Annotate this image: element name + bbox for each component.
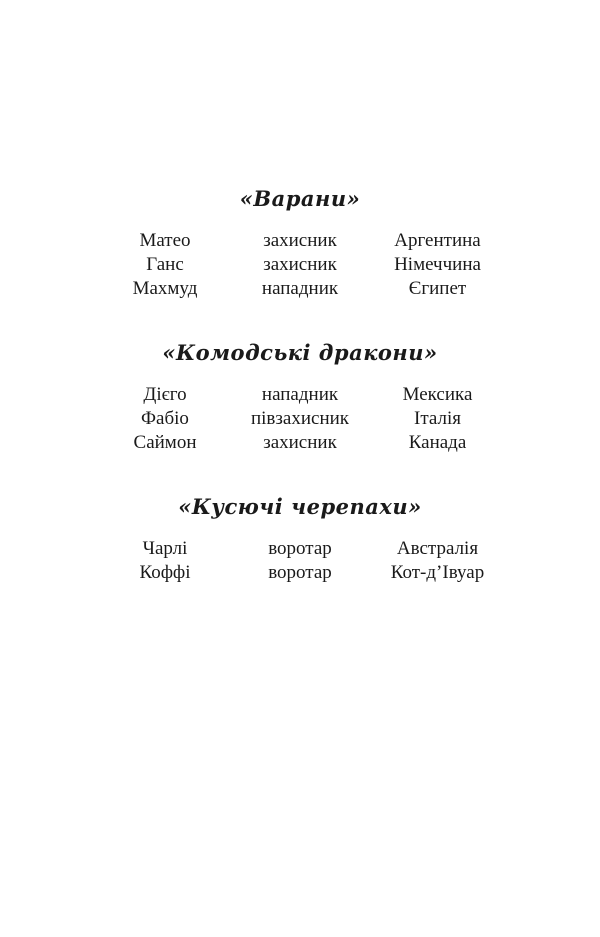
player-role: захисник [263,230,337,251]
team-roster [0,229,600,301]
player-country: Аргентина [394,230,481,251]
player-name: Чарлі [142,538,188,559]
player-row [0,537,600,561]
player-role: захисник [263,254,337,275]
player-row [0,561,600,585]
player-name: Фабіо [141,408,189,429]
player-country: Канада [408,432,467,453]
player-name: Саймон [133,432,197,453]
team-title: «Кусючі черепахи» [178,494,422,519]
player-name: Махмуд [132,278,198,299]
team-title: «Варани» [239,186,361,211]
player-name: Коффі [139,562,191,583]
team-roster [0,383,600,455]
team-title: «Комодські дракони» [162,340,438,365]
player-role: нападник [261,278,339,299]
player-name: Ганс [146,254,184,275]
player-name: Матео [139,230,191,251]
player-country: Італія [414,408,461,429]
player-role: півзахисник [250,408,350,429]
player-row [0,383,600,407]
player-row [0,407,600,431]
player-role: воротар [268,562,332,583]
player-row [0,253,600,277]
player-role: нападник [261,384,339,405]
player-country: Єгипет [408,278,467,299]
player-country: Німеччина [394,254,481,275]
team-section-varany [0,186,600,299]
player-country: Мексика [402,384,473,405]
player-row [0,229,600,253]
player-row [0,431,600,455]
player-country: Кот-д’Івуар [390,562,485,583]
team-section-snapping-turtles [0,494,600,583]
team-roster [0,537,600,585]
player-name: Дієго [143,384,187,405]
player-row [0,277,600,301]
player-country: Австралія [396,538,479,559]
team-section-komodo-dragons [0,340,600,453]
player-role: захисник [263,432,337,453]
player-role: воротар [268,538,332,559]
